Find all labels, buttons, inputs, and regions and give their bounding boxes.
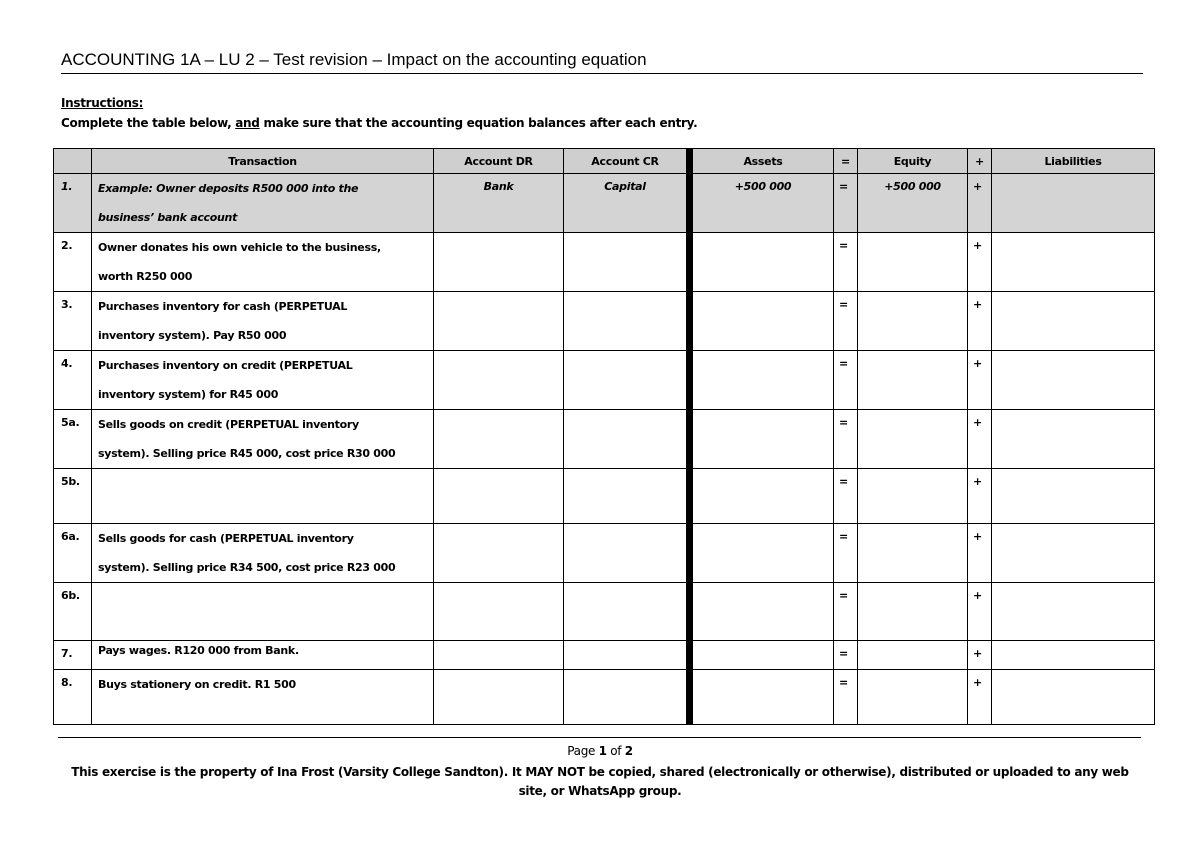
equals-sign — [834, 670, 858, 725]
row-number — [54, 292, 92, 351]
page-number — [0, 744, 1200, 758]
row-number — [54, 524, 92, 583]
account-cr-cell[interactable] — [564, 670, 690, 725]
row-number-value: 7. — [61, 647, 73, 660]
table-row — [54, 524, 1155, 583]
equals-sign — [834, 174, 858, 233]
equals-sign-value: = — [839, 298, 848, 311]
assets-cell[interactable] — [690, 233, 834, 292]
account-cr-cell-value — [570, 583, 680, 586]
account-dr-cell-value — [440, 641, 557, 644]
row-number-value: 3. — [61, 298, 73, 311]
plus-sign-value: + — [973, 475, 982, 488]
row-number-value: 6a. — [61, 530, 80, 543]
plus-sign — [968, 351, 992, 410]
liabilities-cell[interactable] — [992, 583, 1155, 641]
equals-sign — [834, 641, 858, 670]
header-assets: Assets — [690, 149, 834, 174]
transaction-cell — [92, 233, 434, 292]
row-number — [54, 641, 92, 670]
equity-cell-value — [864, 351, 961, 354]
row-number-value: 5b. — [61, 475, 80, 488]
plus-sign-value: + — [973, 676, 982, 689]
equals-sign — [834, 233, 858, 292]
example-row — [54, 174, 1155, 233]
row-number-value: 5a. — [61, 416, 80, 429]
table-row — [54, 641, 1155, 670]
account-cr-cell-value — [570, 233, 680, 236]
transaction-cell — [92, 641, 434, 670]
transaction-cell — [92, 524, 434, 583]
account-dr-cell[interactable] — [434, 233, 564, 292]
transaction-line-2: worth R250 000 — [98, 270, 193, 283]
transaction-cell — [92, 292, 434, 351]
equals-sign-value: = — [839, 475, 848, 488]
assets-cell-value — [699, 292, 827, 295]
account-dr-cell[interactable] — [434, 641, 564, 670]
account-cr-cell[interactable] — [564, 641, 690, 670]
liabilities-cell[interactable] — [992, 469, 1155, 524]
account-dr-cell-value — [440, 292, 557, 295]
table-row — [54, 670, 1155, 725]
instructions-emphasis: and — [235, 116, 260, 130]
account-dr-cell[interactable] — [434, 524, 564, 583]
liabilities-cell-value — [998, 410, 1148, 413]
transaction-line-1: Sells goods on credit (PERPETUAL inventory — [98, 418, 359, 431]
assets-cell[interactable] — [690, 524, 834, 583]
account-cr-cell-value — [570, 524, 680, 527]
transaction-cell — [92, 469, 434, 524]
assets-cell[interactable] — [690, 410, 834, 469]
liabilities-cell[interactable] — [992, 174, 1155, 233]
plus-sign — [968, 292, 992, 351]
header-number — [54, 149, 92, 174]
account-dr-cell-value — [440, 233, 557, 236]
row-number — [54, 410, 92, 469]
row-number-value: 4. — [61, 357, 73, 370]
equals-sign-value: = — [839, 647, 848, 660]
header-account-dr: Account DR — [434, 149, 564, 174]
account-cr-cell[interactable] — [564, 174, 690, 233]
page-current: 1 — [598, 744, 607, 758]
equals-sign-value: = — [839, 357, 848, 370]
equals-sign — [834, 469, 858, 524]
transaction-cell — [92, 174, 434, 233]
account-cr-cell-value — [570, 670, 680, 673]
equals-sign-value: = — [839, 589, 848, 602]
liabilities-cell-value — [998, 351, 1148, 354]
plus-sign-value: + — [973, 530, 982, 543]
assets-cell[interactable] — [690, 670, 834, 725]
account-dr-cell-value — [440, 583, 557, 586]
row-number — [54, 351, 92, 410]
equity-cell[interactable] — [858, 233, 968, 292]
transaction-line-2: inventory system). Pay R50 000 — [98, 329, 287, 342]
plus-sign-value: + — [973, 647, 982, 660]
liabilities-cell-value — [998, 233, 1148, 236]
plus-sign — [968, 410, 992, 469]
assets-cell-value — [699, 233, 827, 236]
row-number — [54, 174, 92, 233]
transaction-line-1: Example: Owner deposits R500 000 into the — [98, 182, 359, 195]
equals-sign — [834, 410, 858, 469]
transaction-line-1: Purchases inventory for cash (PERPETUAL — [98, 300, 348, 313]
equity-cell[interactable] — [858, 469, 968, 524]
equity-cell[interactable] — [858, 524, 968, 583]
liabilities-cell[interactable] — [992, 233, 1155, 292]
liabilities-cell[interactable] — [992, 641, 1155, 670]
equity-cell[interactable] — [858, 292, 968, 351]
transaction-line-2: business’ bank account — [98, 211, 238, 224]
liabilities-cell[interactable] — [992, 351, 1155, 410]
equity-cell-value — [864, 670, 961, 673]
liabilities-cell[interactable] — [992, 670, 1155, 725]
equity-cell-value — [864, 292, 961, 295]
account-dr-cell-value — [440, 524, 557, 527]
equals-sign-value: = — [839, 416, 848, 429]
page-of: of — [606, 744, 625, 758]
plus-sign — [968, 174, 992, 233]
copyright-notice: This exercise is the property of Ina Frost (Varsity College Sandton). It MAY NOT be copied, shared (electronically or otherwise), distributed or uploaded to any web site, or WhatsApp group. — [71, 765, 1129, 798]
table-row — [54, 292, 1155, 351]
plus-sign-value: + — [973, 357, 982, 370]
page-prefix: Page — [567, 744, 599, 758]
assets-cell[interactable] — [690, 469, 834, 524]
row-number-value: 2. — [61, 239, 73, 252]
account-dr-cell[interactable] — [434, 292, 564, 351]
transaction-line-1: Buys stationery on credit. R1 500 — [98, 678, 296, 691]
equals-sign-value: = — [839, 676, 848, 689]
plus-sign — [968, 524, 992, 583]
equity-cell[interactable] — [858, 641, 968, 670]
assets-cell[interactable] — [690, 641, 834, 670]
account-cr-cell-value: Capital — [604, 180, 646, 193]
assets-cell[interactable] — [690, 174, 834, 233]
assets-cell[interactable] — [690, 292, 834, 351]
equity-cell-value — [864, 469, 961, 472]
transaction-line-2: system). Selling price R45 000, cost price R30 000 — [98, 447, 396, 460]
equals-sign — [834, 583, 858, 641]
equity-cell[interactable] — [858, 174, 968, 233]
account-dr-cell-value — [440, 670, 557, 673]
equals-sign — [834, 292, 858, 351]
liabilities-cell-value — [998, 583, 1148, 586]
transaction-cell — [92, 583, 434, 641]
assets-cell-value — [699, 641, 827, 644]
equity-cell-value — [864, 233, 961, 236]
row-number — [54, 233, 92, 292]
instructions-part1: Complete the table below, — [61, 116, 236, 130]
transaction-line-2: inventory system) for R45 000 — [98, 388, 279, 401]
equity-cell-value — [864, 524, 961, 527]
plus-sign — [968, 469, 992, 524]
assets-cell-value — [699, 670, 827, 673]
plus-sign-value: + — [973, 239, 982, 252]
transaction-line-1: Purchases inventory on credit (PERPETUAL — [98, 359, 353, 372]
header-transaction: Transaction — [92, 149, 434, 174]
instructions-text — [61, 116, 697, 130]
page-total: 2 — [624, 744, 633, 758]
liabilities-cell-value — [998, 292, 1148, 295]
equals-sign-value: = — [839, 239, 848, 252]
header-plus: + — [968, 149, 992, 174]
account-cr-cell-value — [570, 410, 680, 413]
equals-sign — [834, 351, 858, 410]
account-cr-cell[interactable] — [564, 351, 690, 410]
row-number — [54, 670, 92, 725]
liabilities-cell[interactable] — [992, 410, 1155, 469]
equals-sign-value: = — [839, 180, 848, 193]
equals-sign — [834, 524, 858, 583]
account-dr-cell[interactable] — [434, 351, 564, 410]
liabilities-cell[interactable] — [992, 524, 1155, 583]
document-title: ACCOUNTING 1A – LU 2 – Test revision – Impact on the accounting equation — [61, 50, 1143, 74]
table-row — [54, 410, 1155, 469]
row-number — [54, 469, 92, 524]
plus-sign-value: + — [973, 298, 982, 311]
plus-sign — [968, 583, 992, 641]
assets-cell-value — [699, 469, 827, 472]
header-equals: = — [834, 149, 858, 174]
assets-cell-value — [699, 524, 827, 527]
row-number-value: 6b. — [61, 589, 80, 602]
assets-cell-value — [699, 583, 827, 586]
equity-cell-value — [864, 410, 961, 413]
transaction-line-1: Pays wages. R120 000 from Bank. — [98, 644, 299, 657]
plus-sign — [968, 233, 992, 292]
plus-sign-value: + — [973, 589, 982, 602]
assets-cell-value: +500 000 — [734, 180, 792, 193]
transaction-line-2: system). Selling price R34 500, cost price R23 000 — [98, 561, 396, 574]
account-cr-cell-value — [570, 351, 680, 354]
plus-sign-value: + — [973, 416, 982, 429]
liabilities-cell-value — [998, 174, 1148, 177]
assets-cell-value — [699, 410, 827, 413]
transaction-line-1: Owner donates his own vehicle to the business, — [98, 241, 381, 254]
account-dr-cell-value: Bank — [483, 180, 514, 193]
row-number — [54, 583, 92, 641]
equity-cell[interactable] — [858, 351, 968, 410]
liabilities-cell-value — [998, 641, 1148, 644]
account-dr-cell[interactable] — [434, 174, 564, 233]
account-cr-cell[interactable] — [564, 292, 690, 351]
table-header-row — [54, 149, 1155, 174]
equity-cell[interactable] — [858, 583, 968, 641]
liabilities-cell[interactable] — [992, 292, 1155, 351]
account-cr-cell[interactable] — [564, 524, 690, 583]
equity-cell-value: +500 000 — [884, 180, 941, 193]
header-liabilities: Liabilities — [992, 149, 1155, 174]
table-row — [54, 583, 1155, 641]
header-account-cr: Account CR — [564, 149, 690, 174]
account-dr-cell[interactable] — [434, 410, 564, 469]
equity-cell[interactable] — [858, 670, 968, 725]
liabilities-cell-value — [998, 469, 1148, 472]
account-cr-cell-value — [570, 469, 680, 472]
transaction-line-1: Sells goods for cash (PERPETUAL inventory — [98, 532, 354, 545]
equals-sign-value: = — [839, 530, 848, 543]
transaction-cell — [92, 410, 434, 469]
instructions-heading: Instructions: — [61, 96, 144, 110]
equity-cell-value — [864, 583, 961, 586]
transaction-cell — [92, 670, 434, 725]
assets-cell[interactable] — [690, 583, 834, 641]
account-dr-cell-value — [440, 410, 557, 413]
footer-divider — [58, 737, 1141, 738]
equity-cell[interactable] — [858, 410, 968, 469]
row-number-value: 8. — [61, 676, 73, 689]
account-dr-cell-value — [440, 469, 557, 472]
account-cr-cell[interactable] — [564, 583, 690, 641]
accounting-equation-table — [53, 148, 1155, 725]
table-row — [54, 469, 1155, 524]
liabilities-cell-value — [998, 524, 1148, 527]
table-row — [54, 351, 1155, 410]
equity-cell-value — [864, 641, 961, 644]
plus-sign-value: + — [973, 180, 982, 193]
account-cr-cell-value — [570, 292, 680, 295]
header-equity: Equity — [858, 149, 968, 174]
account-cr-cell[interactable] — [564, 410, 690, 469]
account-dr-cell[interactable] — [434, 583, 564, 641]
transaction-cell — [92, 351, 434, 410]
account-cr-cell[interactable] — [564, 469, 690, 524]
liabilities-cell-value — [998, 670, 1148, 673]
row-number-value: 1. — [61, 180, 73, 193]
account-cr-cell[interactable] — [564, 233, 690, 292]
assets-cell-value — [699, 351, 827, 354]
account-dr-cell-value — [440, 351, 557, 354]
account-dr-cell[interactable] — [434, 469, 564, 524]
instructions-part2: make sure that the accounting equation balances after each entry. — [259, 116, 698, 130]
plus-sign — [968, 670, 992, 725]
account-dr-cell[interactable] — [434, 670, 564, 725]
account-cr-cell-value — [570, 641, 680, 644]
table-row — [54, 233, 1155, 292]
plus-sign — [968, 641, 992, 670]
assets-cell[interactable] — [690, 351, 834, 410]
